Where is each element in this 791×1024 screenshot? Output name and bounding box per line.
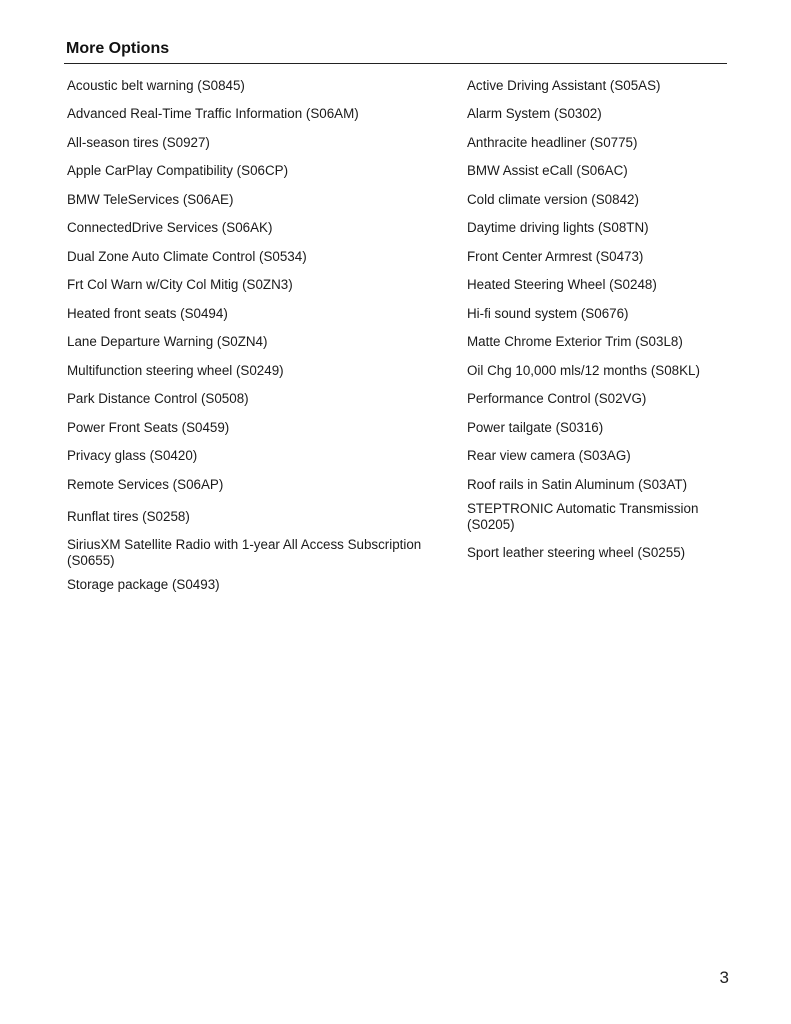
option-left: Heated front seats (S0494) bbox=[67, 305, 228, 321]
table-row bbox=[67, 535, 727, 571]
option-left: ConnectedDrive Services (S06AK) bbox=[67, 220, 273, 235]
option-right bbox=[467, 571, 727, 600]
table-row bbox=[67, 413, 727, 442]
option-right: Heated Steering Wheel (S0248) bbox=[467, 277, 657, 292]
option-left: Power Front Seats (S0459) bbox=[67, 419, 230, 435]
option-right: Alarm System (S0302) bbox=[467, 106, 602, 121]
option-left: Dual Zone Auto Climate Control (S0534) bbox=[67, 248, 307, 264]
table-row bbox=[67, 128, 727, 157]
option-left: Privacy glass (S0420) bbox=[67, 448, 198, 463]
option-left: Runflat tires (S0258) bbox=[67, 508, 190, 524]
table-row bbox=[67, 328, 727, 357]
option-left: Apple CarPlay Compatibility (S06CP) bbox=[67, 163, 289, 178]
table-row bbox=[67, 71, 727, 100]
option-right: Roof rails in Satin Aluminum (S03AT) bbox=[467, 476, 688, 492]
table-row bbox=[67, 185, 727, 214]
option-left: All-season tires (S0927) bbox=[67, 134, 210, 150]
table-row bbox=[67, 385, 727, 414]
option-right: Performance Control (S02VG) bbox=[467, 391, 647, 406]
options-table bbox=[67, 71, 727, 599]
option-right: Daytime driving lights (S08TN) bbox=[467, 220, 649, 235]
option-right: Rear view camera (S03AG) bbox=[467, 448, 631, 463]
option-right: STEPTRONIC Automatic Transmission (S0205) bbox=[467, 501, 699, 532]
option-right: Power tailgate (S0316) bbox=[467, 419, 604, 435]
option-left: Multifunction steering wheel (S0249) bbox=[67, 362, 284, 378]
option-left: Storage package (S0493) bbox=[67, 577, 220, 592]
option-left: Park Distance Control (S0508) bbox=[67, 391, 249, 406]
option-right: Oil Chg 10,000 mls/12 months (S08KL) bbox=[467, 362, 700, 378]
option-left: Remote Services (S06AP) bbox=[67, 476, 224, 492]
option-left: Advanced Real-Time Traffic Information (S06AM) bbox=[67, 106, 359, 121]
option-left: BMW TeleServices (S06AE) bbox=[67, 191, 234, 207]
table-row bbox=[67, 356, 727, 385]
table-row bbox=[67, 271, 727, 300]
table-row bbox=[67, 299, 727, 328]
section-title: More Options bbox=[66, 40, 170, 57]
option-left: Frt Col Warn w/City Col Mitig (S0ZN3) bbox=[67, 277, 293, 292]
option-right: Active Driving Assistant (S05AS) bbox=[467, 77, 661, 93]
table-row bbox=[67, 100, 727, 129]
table-row bbox=[67, 157, 727, 186]
table-row bbox=[67, 242, 727, 271]
table-row bbox=[67, 571, 727, 600]
table-row bbox=[67, 442, 727, 471]
option-right: Matte Chrome Exterior Trim (S03L8) bbox=[467, 334, 683, 349]
table-row bbox=[67, 499, 727, 535]
option-right: BMW Assist eCall (S06AC) bbox=[467, 163, 628, 178]
option-right: Hi-fi sound system (S0676) bbox=[467, 305, 629, 321]
option-right: Front Center Armrest (S0473) bbox=[467, 248, 644, 264]
page-number: 3 bbox=[719, 968, 729, 987]
table-row bbox=[67, 214, 727, 243]
option-left: Lane Departure Warning (S0ZN4) bbox=[67, 334, 268, 349]
table-row bbox=[67, 470, 727, 499]
option-left: SiriusXM Satellite Radio with 1-year All Access Subscription (S0655) bbox=[67, 537, 422, 568]
option-right: Anthracite headliner (S0775) bbox=[467, 134, 638, 150]
title-divider bbox=[64, 63, 727, 64]
option-right: Sport leather steering wheel (S0255) bbox=[467, 544, 686, 560]
option-right: Cold climate version (S0842) bbox=[467, 191, 639, 207]
option-left: Acoustic belt warning (S0845) bbox=[67, 77, 245, 93]
